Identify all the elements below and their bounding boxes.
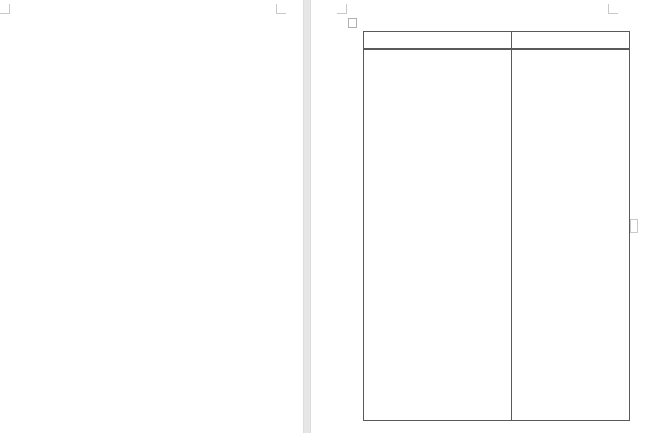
page-corner-mark	[0, 4, 10, 14]
document-page-1	[0, 0, 303, 433]
teacher-activities-cell[interactable]	[364, 49, 512, 421]
collapse-toggle-button[interactable]	[630, 219, 638, 233]
table-header-row	[364, 32, 630, 49]
header-teacher-activities	[364, 32, 512, 49]
page-gutter	[303, 0, 311, 433]
table-move-handle-icon[interactable]	[348, 18, 357, 28]
page-corner-mark	[608, 4, 618, 14]
header-student-activities	[512, 32, 630, 49]
page-corner-mark	[276, 4, 286, 14]
student-activities-cell[interactable]	[512, 49, 630, 421]
activities-table	[363, 31, 630, 421]
document-page-2	[311, 0, 650, 433]
table-row	[364, 49, 630, 421]
page-corner-mark	[337, 4, 347, 14]
